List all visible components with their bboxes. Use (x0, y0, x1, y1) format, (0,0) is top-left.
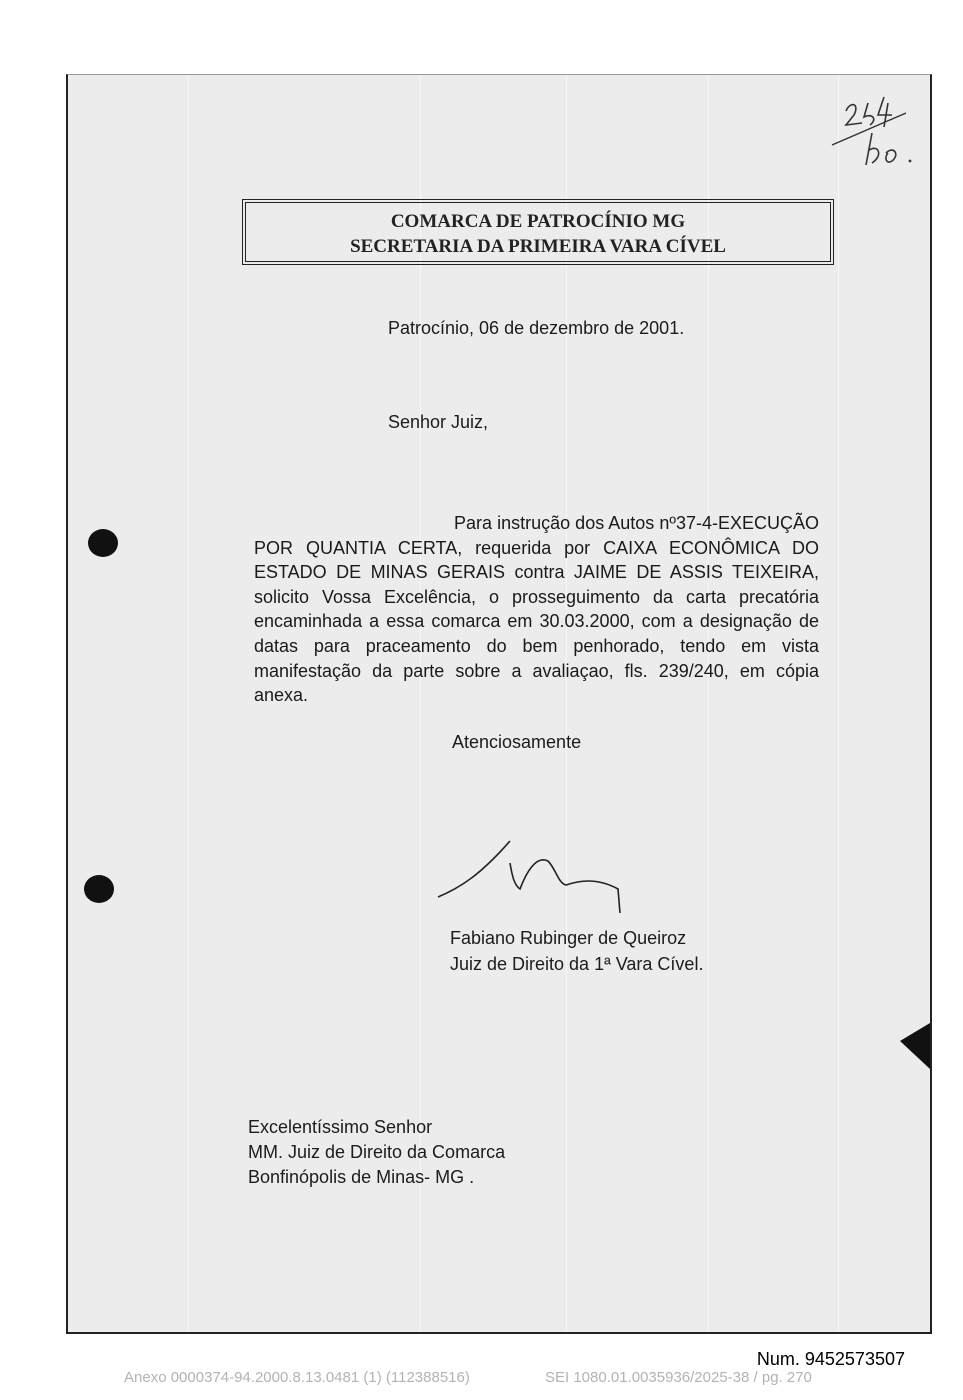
addressee-line-1: Excelentíssimo Senhor (248, 1117, 433, 1137)
punch-hole-bottom (84, 875, 114, 903)
letter-salutation: Senhor Juiz, (388, 412, 489, 432)
letter-date: Patrocínio, 06 de dezembro de 2001. (388, 318, 685, 338)
punch-hole-top (88, 529, 118, 557)
handwritten-page-number (826, 81, 922, 173)
court-header-box (242, 199, 834, 265)
handwritten-signature (432, 833, 632, 929)
signer-name: Fabiano Rubinger de Queiroz (450, 928, 687, 948)
addressee-line-2: MM. Juiz de Direito da Comarca (248, 1142, 506, 1162)
addressee-line-3: Bonfinópolis de Minas- MG . (248, 1167, 475, 1187)
footer-annex-id: Anexo 0000374-94.2000.8.13.0481 (1) (112388516) (124, 1369, 470, 1386)
scanned-page (66, 74, 932, 1334)
letter-closing: Atenciosamente (452, 732, 582, 752)
court-name: COMARCA DE PATROCÍNIO MG (390, 211, 686, 232)
document-number: Num. 9452573507 (756, 1349, 905, 1369)
letter-body: Para instrução dos Autos nº37-4-EXECUÇÃO POR QUANTIA CERTA, requerida por CAIXA ECONÔMICA DO ESTADO DE MINAS GERAIS contra JAIME DE ASSIS TEIXEIRA, solicito Vossa Excelência, o prosseguimento da carta precatória encaminhada a essa comarca em 30.03.2000, com a designação de datas para praceamento do bem penhorado, tendo em vista manifestação da parte sobre a avaliaçao, fls. 239/240, em cópia anexa. (254, 513, 819, 706)
addressee-block (248, 1115, 505, 1190)
court-secretariat: SECRETARIA DA PRIMEIRA VARA CÍVEL (350, 236, 726, 257)
footer-sei-page: SEI 1080.01.0035936/2025-38 / pg. 270 (545, 1369, 812, 1386)
signer-title: Juiz de Direito da 1ª Vara Cível. (450, 954, 704, 974)
staple-mark (900, 1023, 930, 1069)
